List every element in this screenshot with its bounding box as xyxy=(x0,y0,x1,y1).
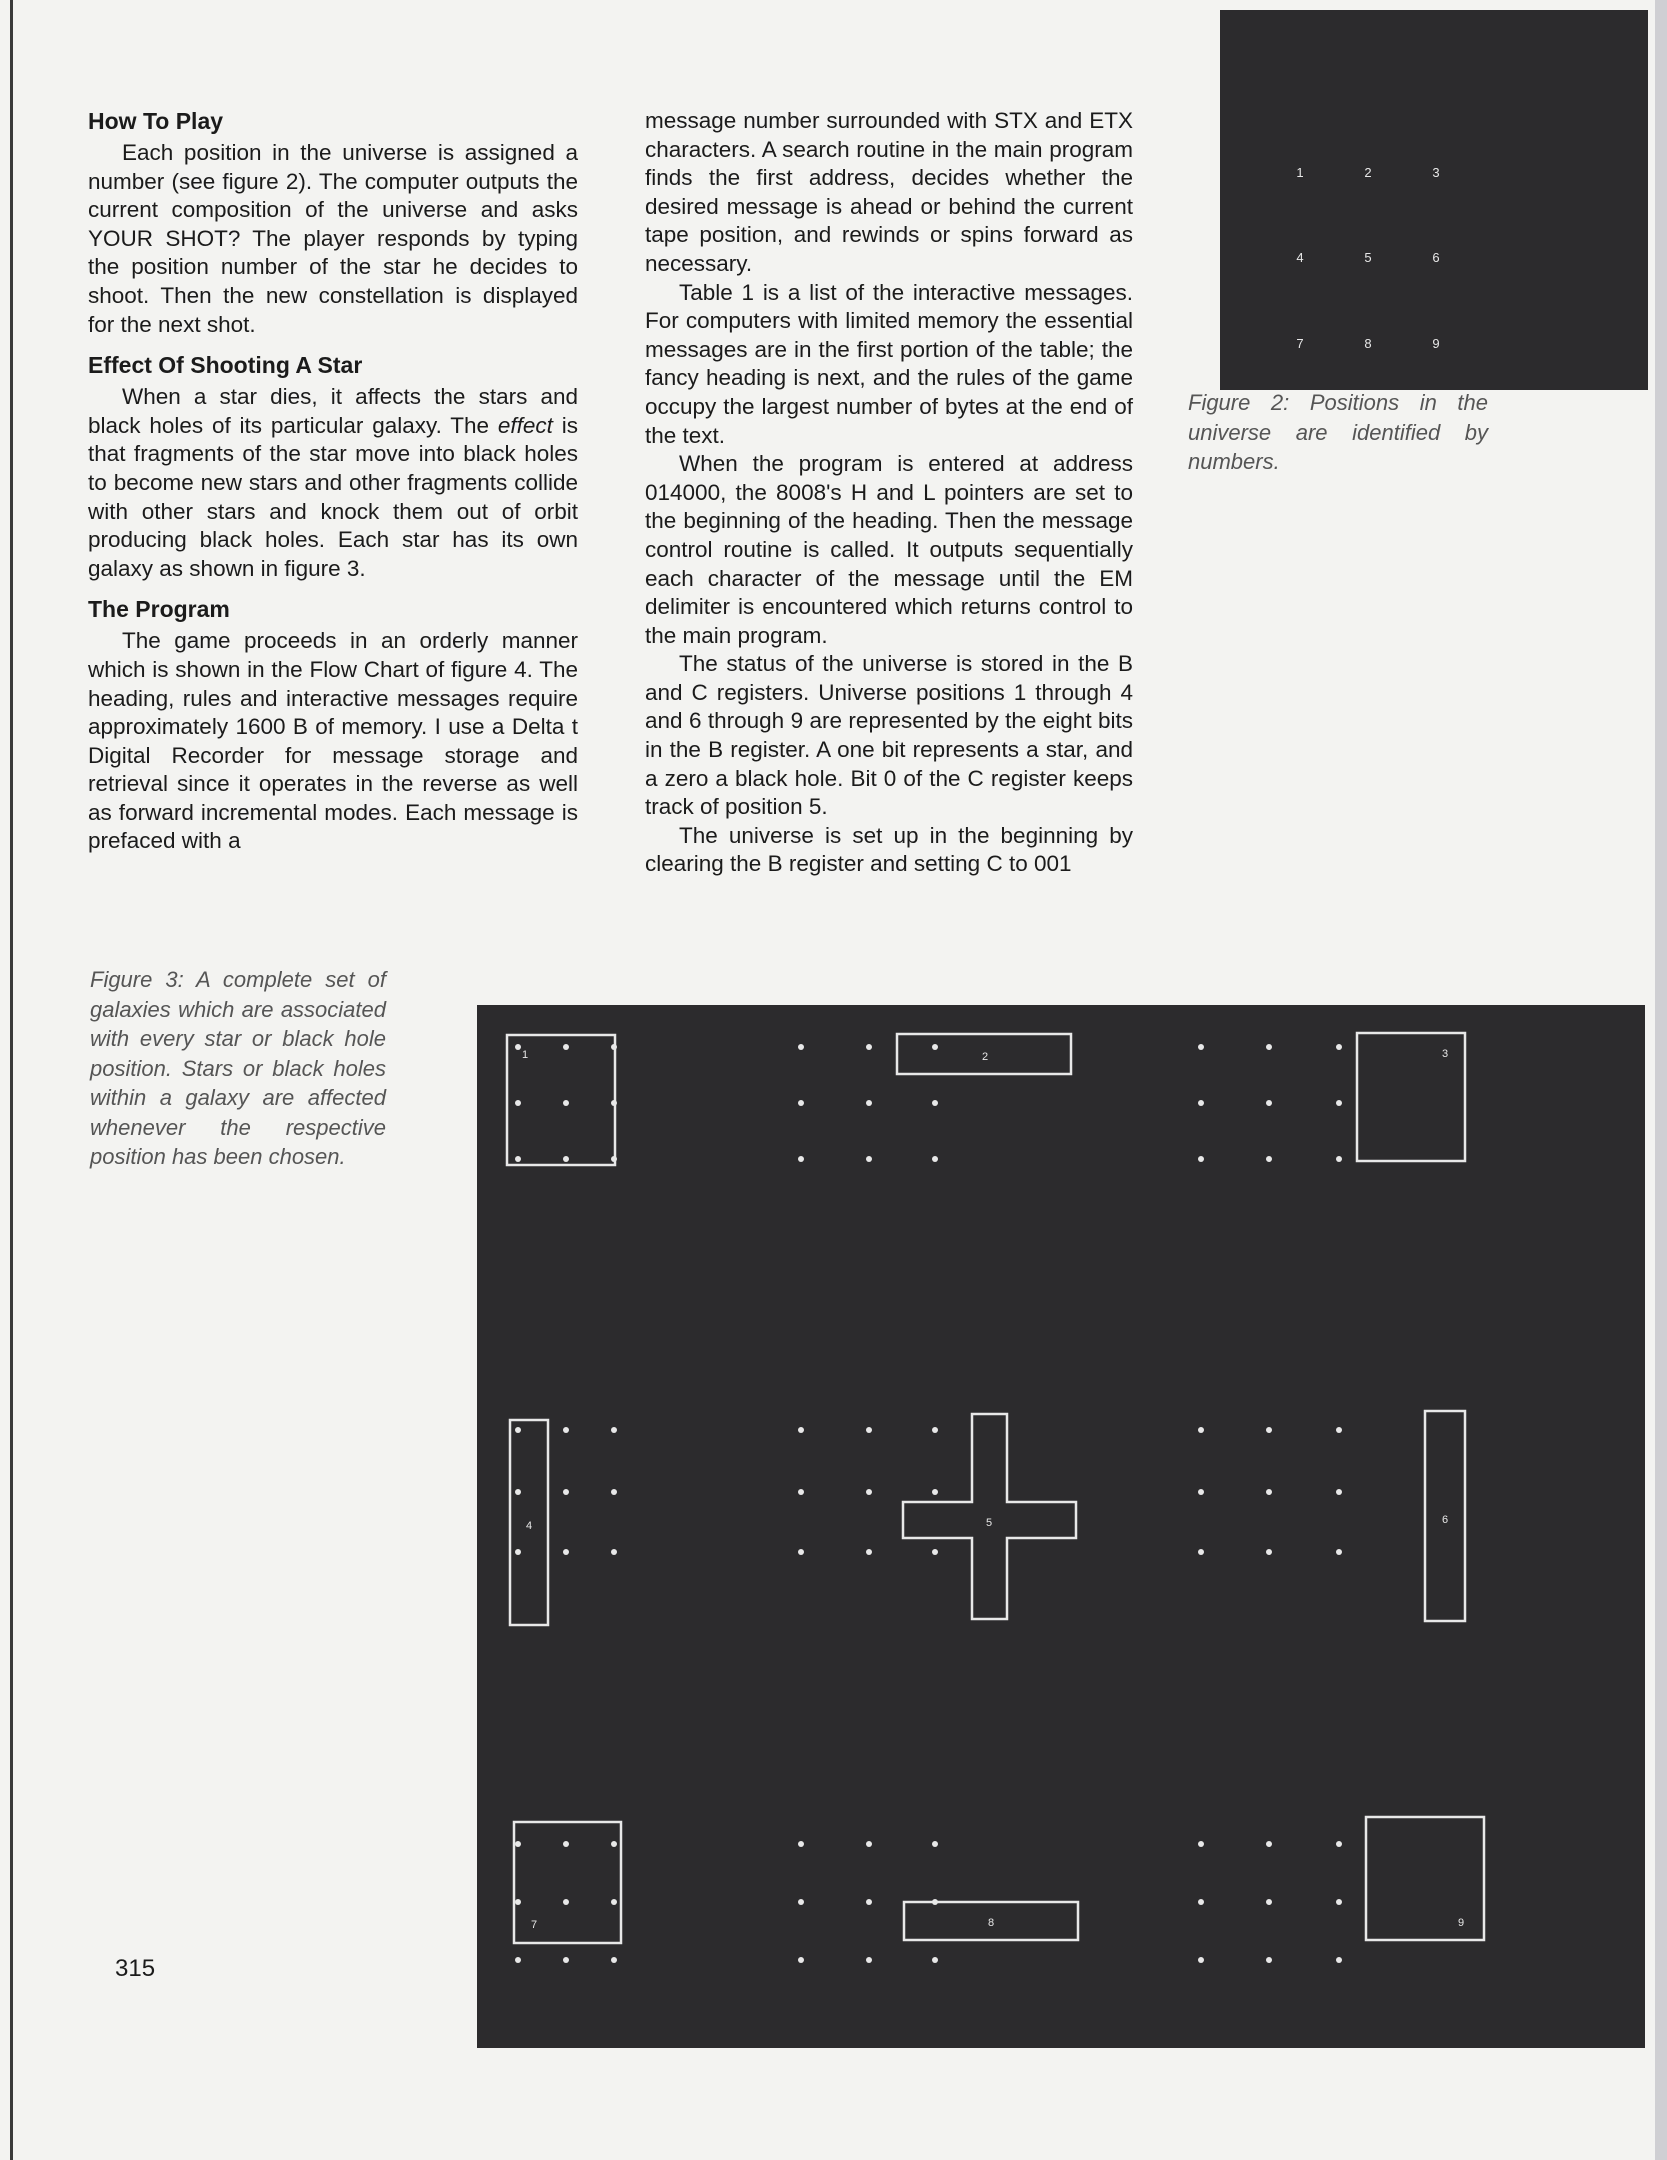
star-dot xyxy=(866,1489,872,1495)
fig2-label-2: 2 xyxy=(1364,165,1372,180)
program-paragraph: The game proceeds in an orderly manner which is shown in the Flow Chart of figure 4. The heading, rules and interactive messages require approximately 1600 B of memory. I use a Delta t Digital Recorder for message storage and retrieval since it operates in the reverse as well as forward incremental modes. Each message is prefaced with a xyxy=(88,628,578,854)
star-dot xyxy=(866,1156,872,1162)
star-dot xyxy=(563,1899,569,1905)
left-margin-rule xyxy=(10,0,13,2160)
right-page-edge xyxy=(1655,0,1667,2160)
star-dot xyxy=(515,1549,521,1555)
figure-2-panel xyxy=(1220,10,1648,390)
star-dot xyxy=(932,1044,938,1050)
star-dot xyxy=(515,1899,521,1905)
effect-text-b: is that fragments of the star move into black holes to become new stars and other fragments collide with other stars and knock them out of orbit producing black holes. Each star has its own galaxy as shown in figure 3. xyxy=(88,412,578,581)
star-dot xyxy=(563,1427,569,1433)
star-dot xyxy=(611,1899,617,1905)
star-dot xyxy=(563,1100,569,1106)
star-dot xyxy=(1266,1427,1272,1433)
star-dot xyxy=(1266,1489,1272,1495)
page-number: 315 xyxy=(115,1955,156,1982)
star-dot xyxy=(866,1044,872,1050)
galaxy-3-box xyxy=(1357,1033,1465,1161)
effect-paragraph xyxy=(88,383,578,583)
star-dot xyxy=(798,1899,804,1905)
star-dot xyxy=(932,1957,938,1963)
fig2-label-7: 7 xyxy=(1296,336,1304,351)
right-paragraph-3: When the program is entered at address 014000, the 8008's H and L pointers are set to the beginning of the heading. Then the message control routine is called. It outputs sequentially each character of the message until the EM delimiter is encountered which returns control to the main program. xyxy=(645,451,1133,648)
fig2-label-9: 9 xyxy=(1432,336,1440,351)
star-dot xyxy=(1198,1549,1204,1555)
star-dot xyxy=(515,1156,521,1162)
star-dot xyxy=(1336,1489,1342,1495)
right-paragraph-5: The universe is set up in the beginning by clearing the B register and setting C to 001 xyxy=(645,822,1133,877)
star-dot xyxy=(866,1957,872,1963)
star-dot xyxy=(563,1957,569,1963)
fig2-label-3: 3 xyxy=(1432,165,1440,180)
star-dot xyxy=(1336,1044,1342,1050)
fig3-label-5: 5 xyxy=(985,1517,993,1529)
star-dot xyxy=(798,1044,804,1050)
star-dot xyxy=(515,1957,521,1963)
star-dot xyxy=(563,1489,569,1495)
star-dot xyxy=(798,1427,804,1433)
star-dot xyxy=(866,1899,872,1905)
star-dot xyxy=(1266,1549,1272,1555)
star-dot xyxy=(515,1044,521,1050)
star-dot xyxy=(932,1489,938,1495)
how-to-play-paragraph: Each position in the universe is assigned a number (see figure 2). The computer outputs the current composition of the universe and asks YOUR SHOT? The player responds by typing the position number of the star he decides to shoot. Then the new constellation is displayed for the next shot. xyxy=(88,140,578,337)
fig2-label-4: 4 xyxy=(1296,250,1304,265)
star-dot xyxy=(932,1841,938,1847)
star-dot xyxy=(798,1156,804,1162)
star-dots xyxy=(515,1044,1342,1963)
star-dot xyxy=(515,1489,521,1495)
fig2-label-8: 8 xyxy=(1364,336,1372,351)
fig2-label-6: 6 xyxy=(1432,250,1440,265)
star-dot xyxy=(866,1100,872,1106)
figure-2-caption: Figure 2: Positions in the universe are identified by numbers. xyxy=(1188,390,1488,474)
star-dot xyxy=(1266,1899,1272,1905)
fig3-label-4: 4 xyxy=(525,1520,533,1532)
star-dot xyxy=(866,1427,872,1433)
star-dot xyxy=(611,1957,617,1963)
star-dot xyxy=(932,1100,938,1106)
star-dot xyxy=(1198,1044,1204,1050)
right-paragraph-4: The status of the universe is stored in the B and C registers. Universe positions 1 through 4 and 6 through 9 are represented by the eight bits in the B register. A one bit represents a star, and a zero a black hole. Bit 0 of the C register keeps track of position 5. xyxy=(645,651,1133,820)
star-dot xyxy=(1198,1156,1204,1162)
figure-3-panel xyxy=(477,1005,1645,2048)
star-dot xyxy=(515,1841,521,1847)
right-text-column xyxy=(645,107,1133,879)
effect-heading: Effect Of Shooting A Star xyxy=(88,352,363,379)
star-dot xyxy=(1266,1044,1272,1050)
star-dot xyxy=(563,1549,569,1555)
star-dot xyxy=(1198,1899,1204,1905)
star-dot xyxy=(798,1841,804,1847)
star-dot xyxy=(1336,1841,1342,1847)
star-dot xyxy=(563,1044,569,1050)
star-dot xyxy=(1266,1100,1272,1106)
star-dot xyxy=(563,1156,569,1162)
star-dot xyxy=(1198,1841,1204,1847)
star-dot xyxy=(1336,1100,1342,1106)
fig3-label-6: 6 xyxy=(1441,1514,1449,1526)
figure-3-caption: Figure 3: A complete set of galaxies which are associated with every star or black hole position. Stars or black holes within a galaxy are affected whenever the respective position has been chosen. xyxy=(90,967,386,1169)
program-heading: The Program xyxy=(88,596,230,623)
effect-text-a: When a star dies, it affects the stars and black holes of its particular galaxy. The xyxy=(88,384,578,438)
figure-2-graphic xyxy=(1220,10,1648,390)
star-dot xyxy=(1198,1489,1204,1495)
star-dot xyxy=(866,1841,872,1847)
fig3-label-8: 8 xyxy=(987,1917,995,1929)
star-dot xyxy=(1336,1957,1342,1963)
effect-emphasis: effect xyxy=(497,412,553,438)
fig3-label-3: 3 xyxy=(1441,1048,1449,1060)
figure-3-graphic xyxy=(477,1005,1645,2048)
how-to-play-heading: How To Play xyxy=(88,108,224,134)
star-dot xyxy=(798,1957,804,1963)
star-dot xyxy=(611,1156,617,1162)
star-dot xyxy=(798,1100,804,1106)
star-dot xyxy=(1198,1427,1204,1433)
star-dot xyxy=(563,1841,569,1847)
star-dot xyxy=(1198,1957,1204,1963)
star-dot xyxy=(866,1549,872,1555)
star-dot xyxy=(798,1489,804,1495)
left-text-column xyxy=(88,107,578,856)
fig3-label-7: 7 xyxy=(530,1919,538,1931)
right-paragraph-1: message number surrounded with STX and ETX characters. A search routine in the main program finds the first address, decides whether the desired message is ahead or behind the current tape position, and rewinds or spins forward as necessary. xyxy=(645,108,1133,276)
star-dot xyxy=(611,1100,617,1106)
star-dot xyxy=(798,1549,804,1555)
star-dot xyxy=(1336,1427,1342,1433)
star-dot xyxy=(515,1100,521,1106)
right-paragraph-2: Table 1 is a list of the interactive messages. For computers with limited memory the essential messages are in the first portion of the table; the fancy heading is next, and the rules of the game occupy the largest number of bytes at the end of the text. xyxy=(645,279,1133,448)
star-dot xyxy=(611,1044,617,1050)
star-dot xyxy=(611,1489,617,1495)
star-dot xyxy=(1266,1841,1272,1847)
star-dot xyxy=(932,1899,938,1905)
star-dot xyxy=(1336,1549,1342,1555)
star-dot xyxy=(1336,1899,1342,1905)
fig2-label-5: 5 xyxy=(1364,250,1372,265)
star-dot xyxy=(1198,1100,1204,1106)
fig3-label-1: 1 xyxy=(521,1049,529,1061)
star-dot xyxy=(932,1427,938,1433)
fig2-label-1: 1 xyxy=(1296,165,1304,180)
star-dot xyxy=(611,1549,617,1555)
star-dot xyxy=(1266,1156,1272,1162)
star-dot xyxy=(611,1841,617,1847)
galaxy-9-box xyxy=(1366,1817,1484,1940)
star-dot xyxy=(611,1427,617,1433)
fig3-label-2: 2 xyxy=(981,1051,989,1063)
fig3-label-9: 9 xyxy=(1457,1917,1465,1929)
star-dot xyxy=(1336,1156,1342,1162)
star-dot xyxy=(515,1427,521,1433)
star-dot xyxy=(932,1549,938,1555)
star-dot xyxy=(1266,1957,1272,1963)
star-dot xyxy=(932,1156,938,1162)
